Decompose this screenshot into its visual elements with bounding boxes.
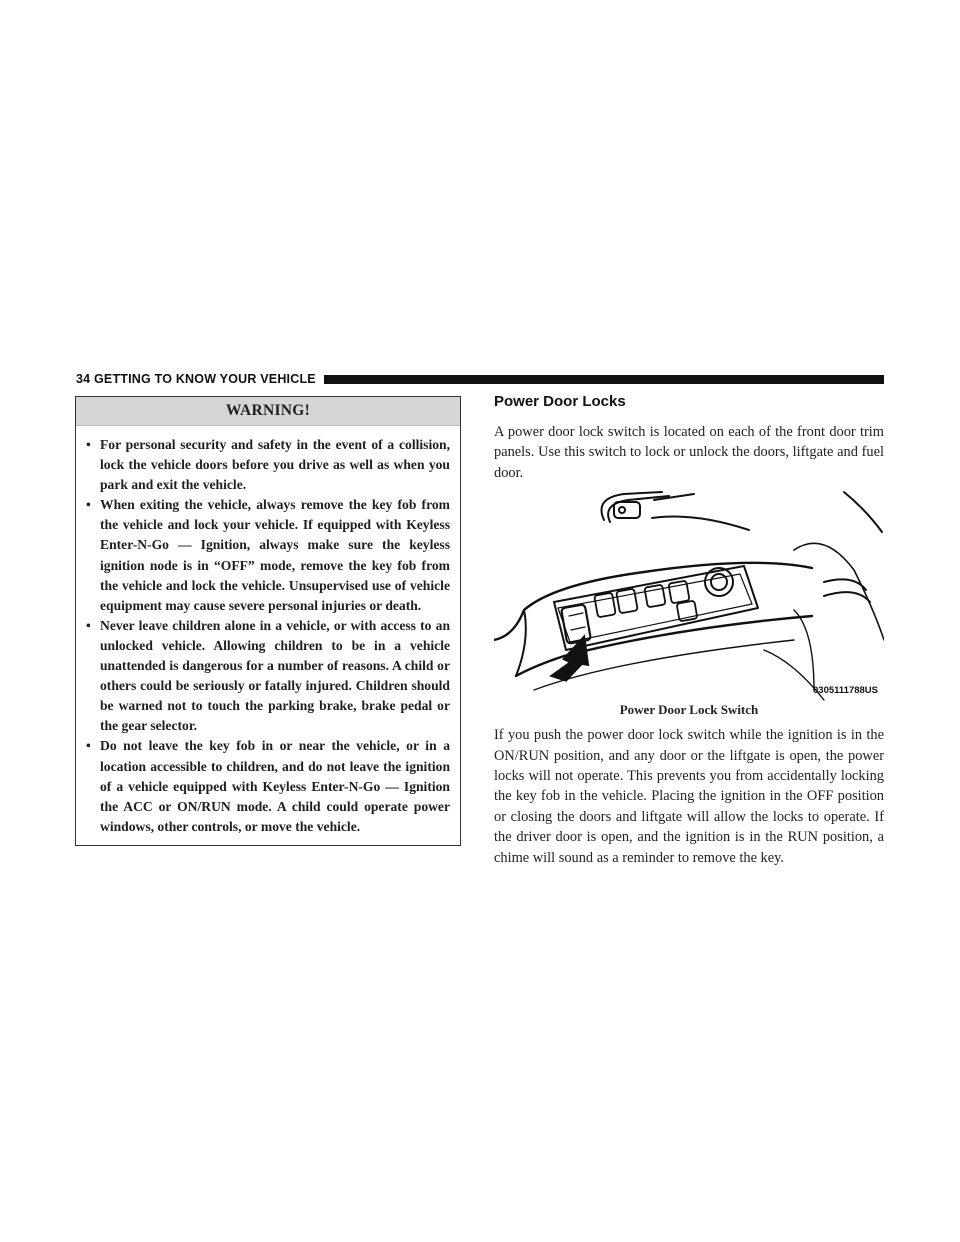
running-header-text xyxy=(76,372,324,386)
section-title: GETTING TO KNOW YOUR VEHICLE xyxy=(94,372,316,386)
warning-title: WARNING! xyxy=(76,397,460,426)
bullet-icon: • xyxy=(86,738,91,754)
door-panel-illustration xyxy=(494,490,884,708)
bullet-icon: • xyxy=(86,437,91,452)
warning-item: • Do not leave the key fob in or near the vehicle, or in a location accessible to children, and do not leave the ignition of a vehicle equipped with Keyless Enter-N-Go — Ignition the ACC or ON/RUN mode. A child could operate power windows, other controls, or move the vehicle. xyxy=(86,738,450,834)
warning-box xyxy=(75,396,461,846)
bullet-icon: • xyxy=(86,497,91,513)
bullet-icon: • xyxy=(86,617,91,633)
warning-item: • For personal security and safety in the event of a collision, lock the vehicle doors before you drive as well as when you park and exit the vehicle. xyxy=(86,437,450,493)
warning-list xyxy=(76,426,460,837)
warning-item: • Never leave children alone in a vehicle, or with access to an unlocked vehicle. Allowing children to be in a vehicle unattended is dangerous for a number of reasons. A child or others could be seriously or fatally injured. Children should be warned not to touch the parking brake, brake pedal or the gear selector. xyxy=(86,617,450,734)
running-header xyxy=(76,370,884,388)
intro-paragraph: A power door lock switch is located on each of the front door trim panels. Use this switch to lock or unlock the doors, liftgate and fuel door. xyxy=(494,424,884,481)
figure-code: 0305111788US xyxy=(813,685,878,697)
header-rule xyxy=(324,375,884,384)
section-heading: Power Door Locks xyxy=(494,393,626,410)
page-number: 34 xyxy=(76,372,91,386)
figure-caption: Power Door Lock Switch xyxy=(619,702,759,718)
right-column xyxy=(494,392,884,868)
body-paragraph: If you push the power door lock switch while the ignition is in the ON/RUN position, and any door or the liftgate is open, the power locks will not operate. This prevents you from accidentally locking the key fob in the vehicle. Placing the ignition in the OFF position or closing the doors and liftgate will allow the locks to operate. If the driver door is open, and the ignition is in the RUN position, a chime will sound as a reminder to remove the key. xyxy=(494,727,884,866)
warning-item: • When exiting the vehicle, always remove the key fob from the vehicle and lock your vehicle. If equipped with Keyless Enter-N-Go — Ignition, always make sure the keyless ignition node is in “OFF” mode, remove the key fob from the vehicle and lock the vehicle. Unsupervised use of vehicle equipment may cause severe personal injuries or death. xyxy=(86,497,450,613)
door-lock-switch-figure xyxy=(494,490,884,708)
